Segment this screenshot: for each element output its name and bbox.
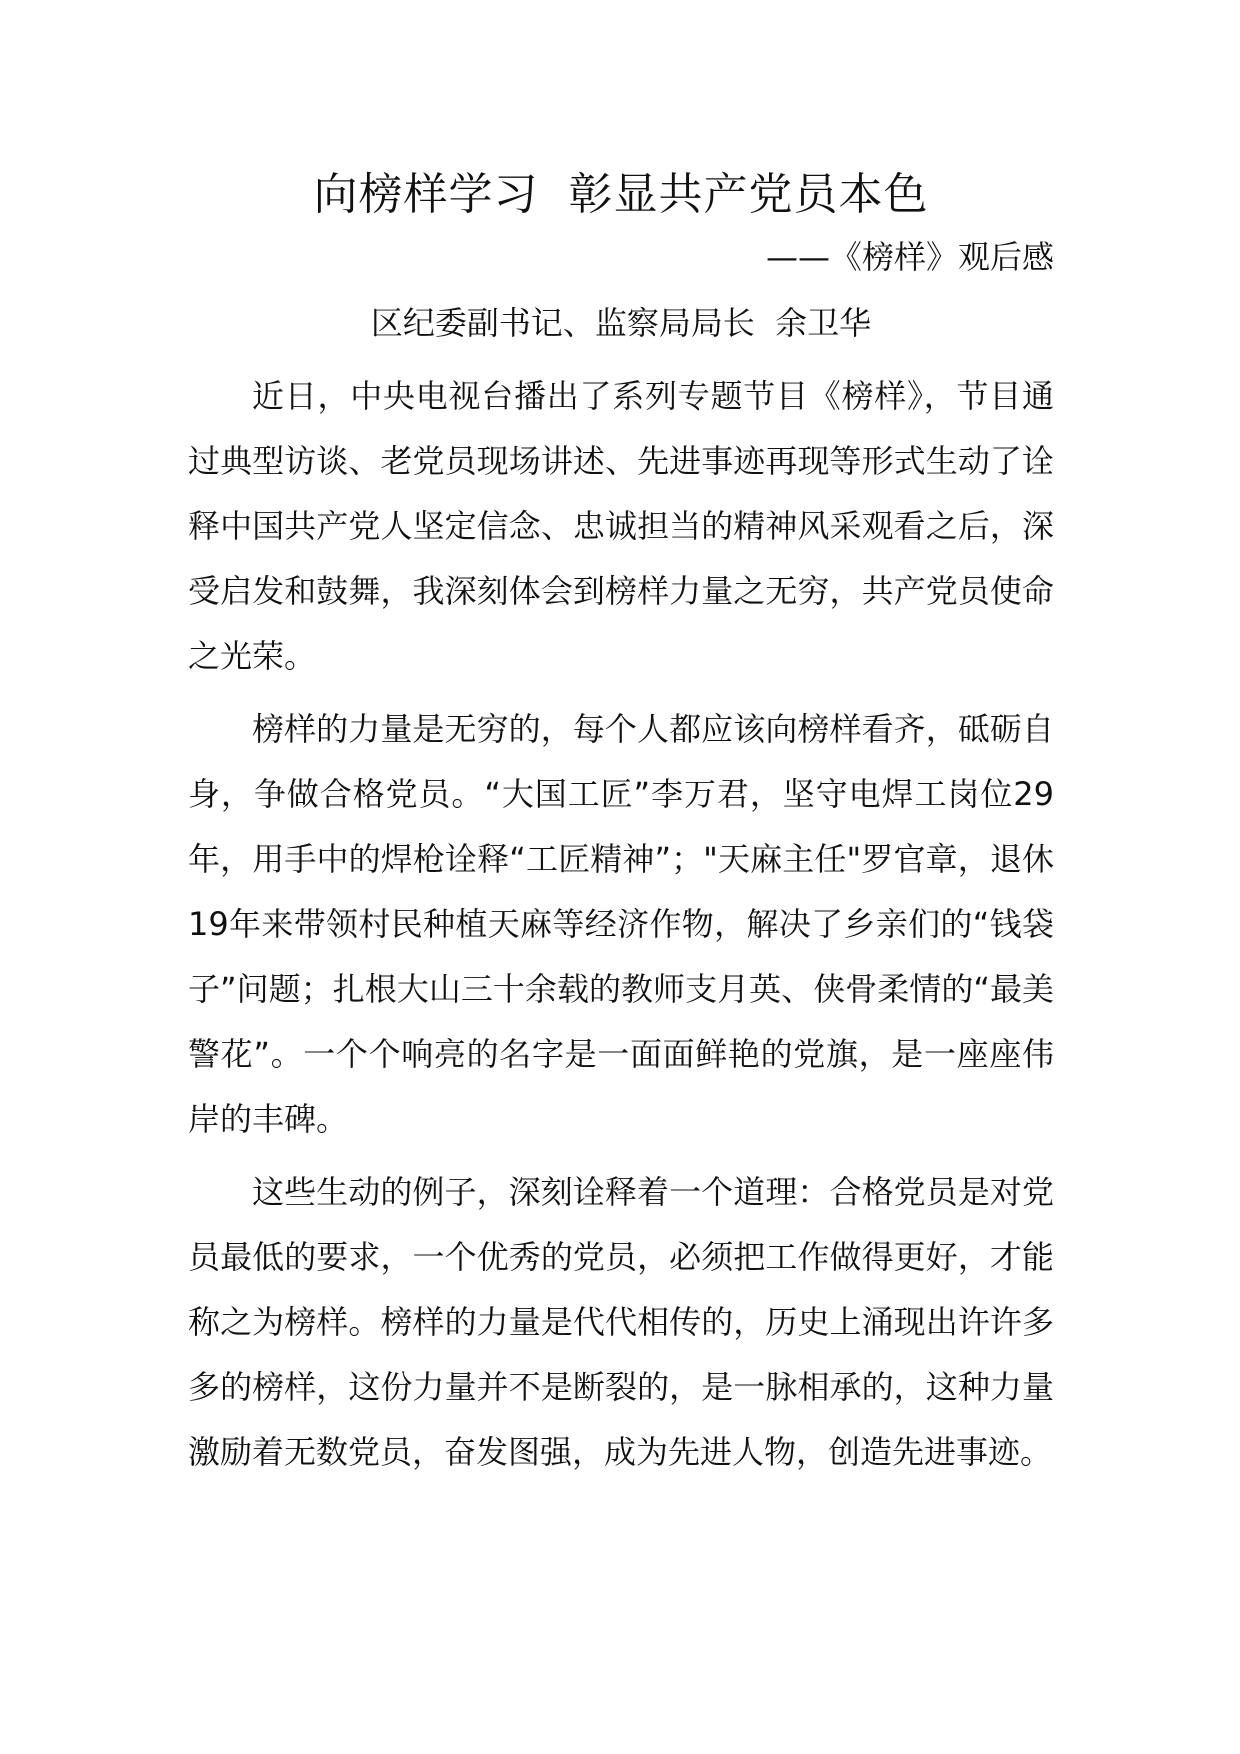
paragraph-3: 这些生动的例子，深刻诠释着一个道理：合格党员是对党员最低的要求，一个优秀的党员，必须把工作做得更好，才能称之为榜样。榜样的力量是代代相传的，历史上涌现出许许多多的榜样，这份力量并不是断裂的，是一脉相承的，这种力量激励着无数党员，奋发图强，成为先进人物，创造先进事迹。	[188, 1173, 1054, 1471]
paragraph-2: 榜样的力量是无穷的，每个人都应该向榜样看齐，砥砺自身，争做合格党员。“大国工匠”李万君，坚守电焊工岗位29年，用手中的焊枪诠释“工匠精神”；"天麻主任"罗官章，退休19年来带领村民种植天麻等经济作物，解决了乡亲们的“钱袋子”问题；扎根大山三十余载的教师支月英、侠骨柔情的“最美警花”。一个个响亮的名字是一面面鲜艳的党旗，是一座座伟岸的丰碑。	[188, 710, 1054, 1138]
document-subtitle: ——《榜样》观后感	[765, 238, 1054, 276]
author-line: 区纪委副书记、监察局局长 余卫华	[370, 304, 872, 342]
document-title: 向榜样学习 彰显共产党员本色	[313, 169, 929, 220]
paragraph-1: 近日，中央电视台播出了系列专题节目《榜样》，节目通过典型访谈、老党员现场讲述、先进事迹再现等形式生动了诠释中国共产党人坚定信念、忠诚担当的精神风采观看之后，深受启发和鼓舞，我深刻体会到榜样力量之无穷，共产党员使命之光荣。	[188, 377, 1054, 675]
document-body	[188, 160, 1054, 1485]
